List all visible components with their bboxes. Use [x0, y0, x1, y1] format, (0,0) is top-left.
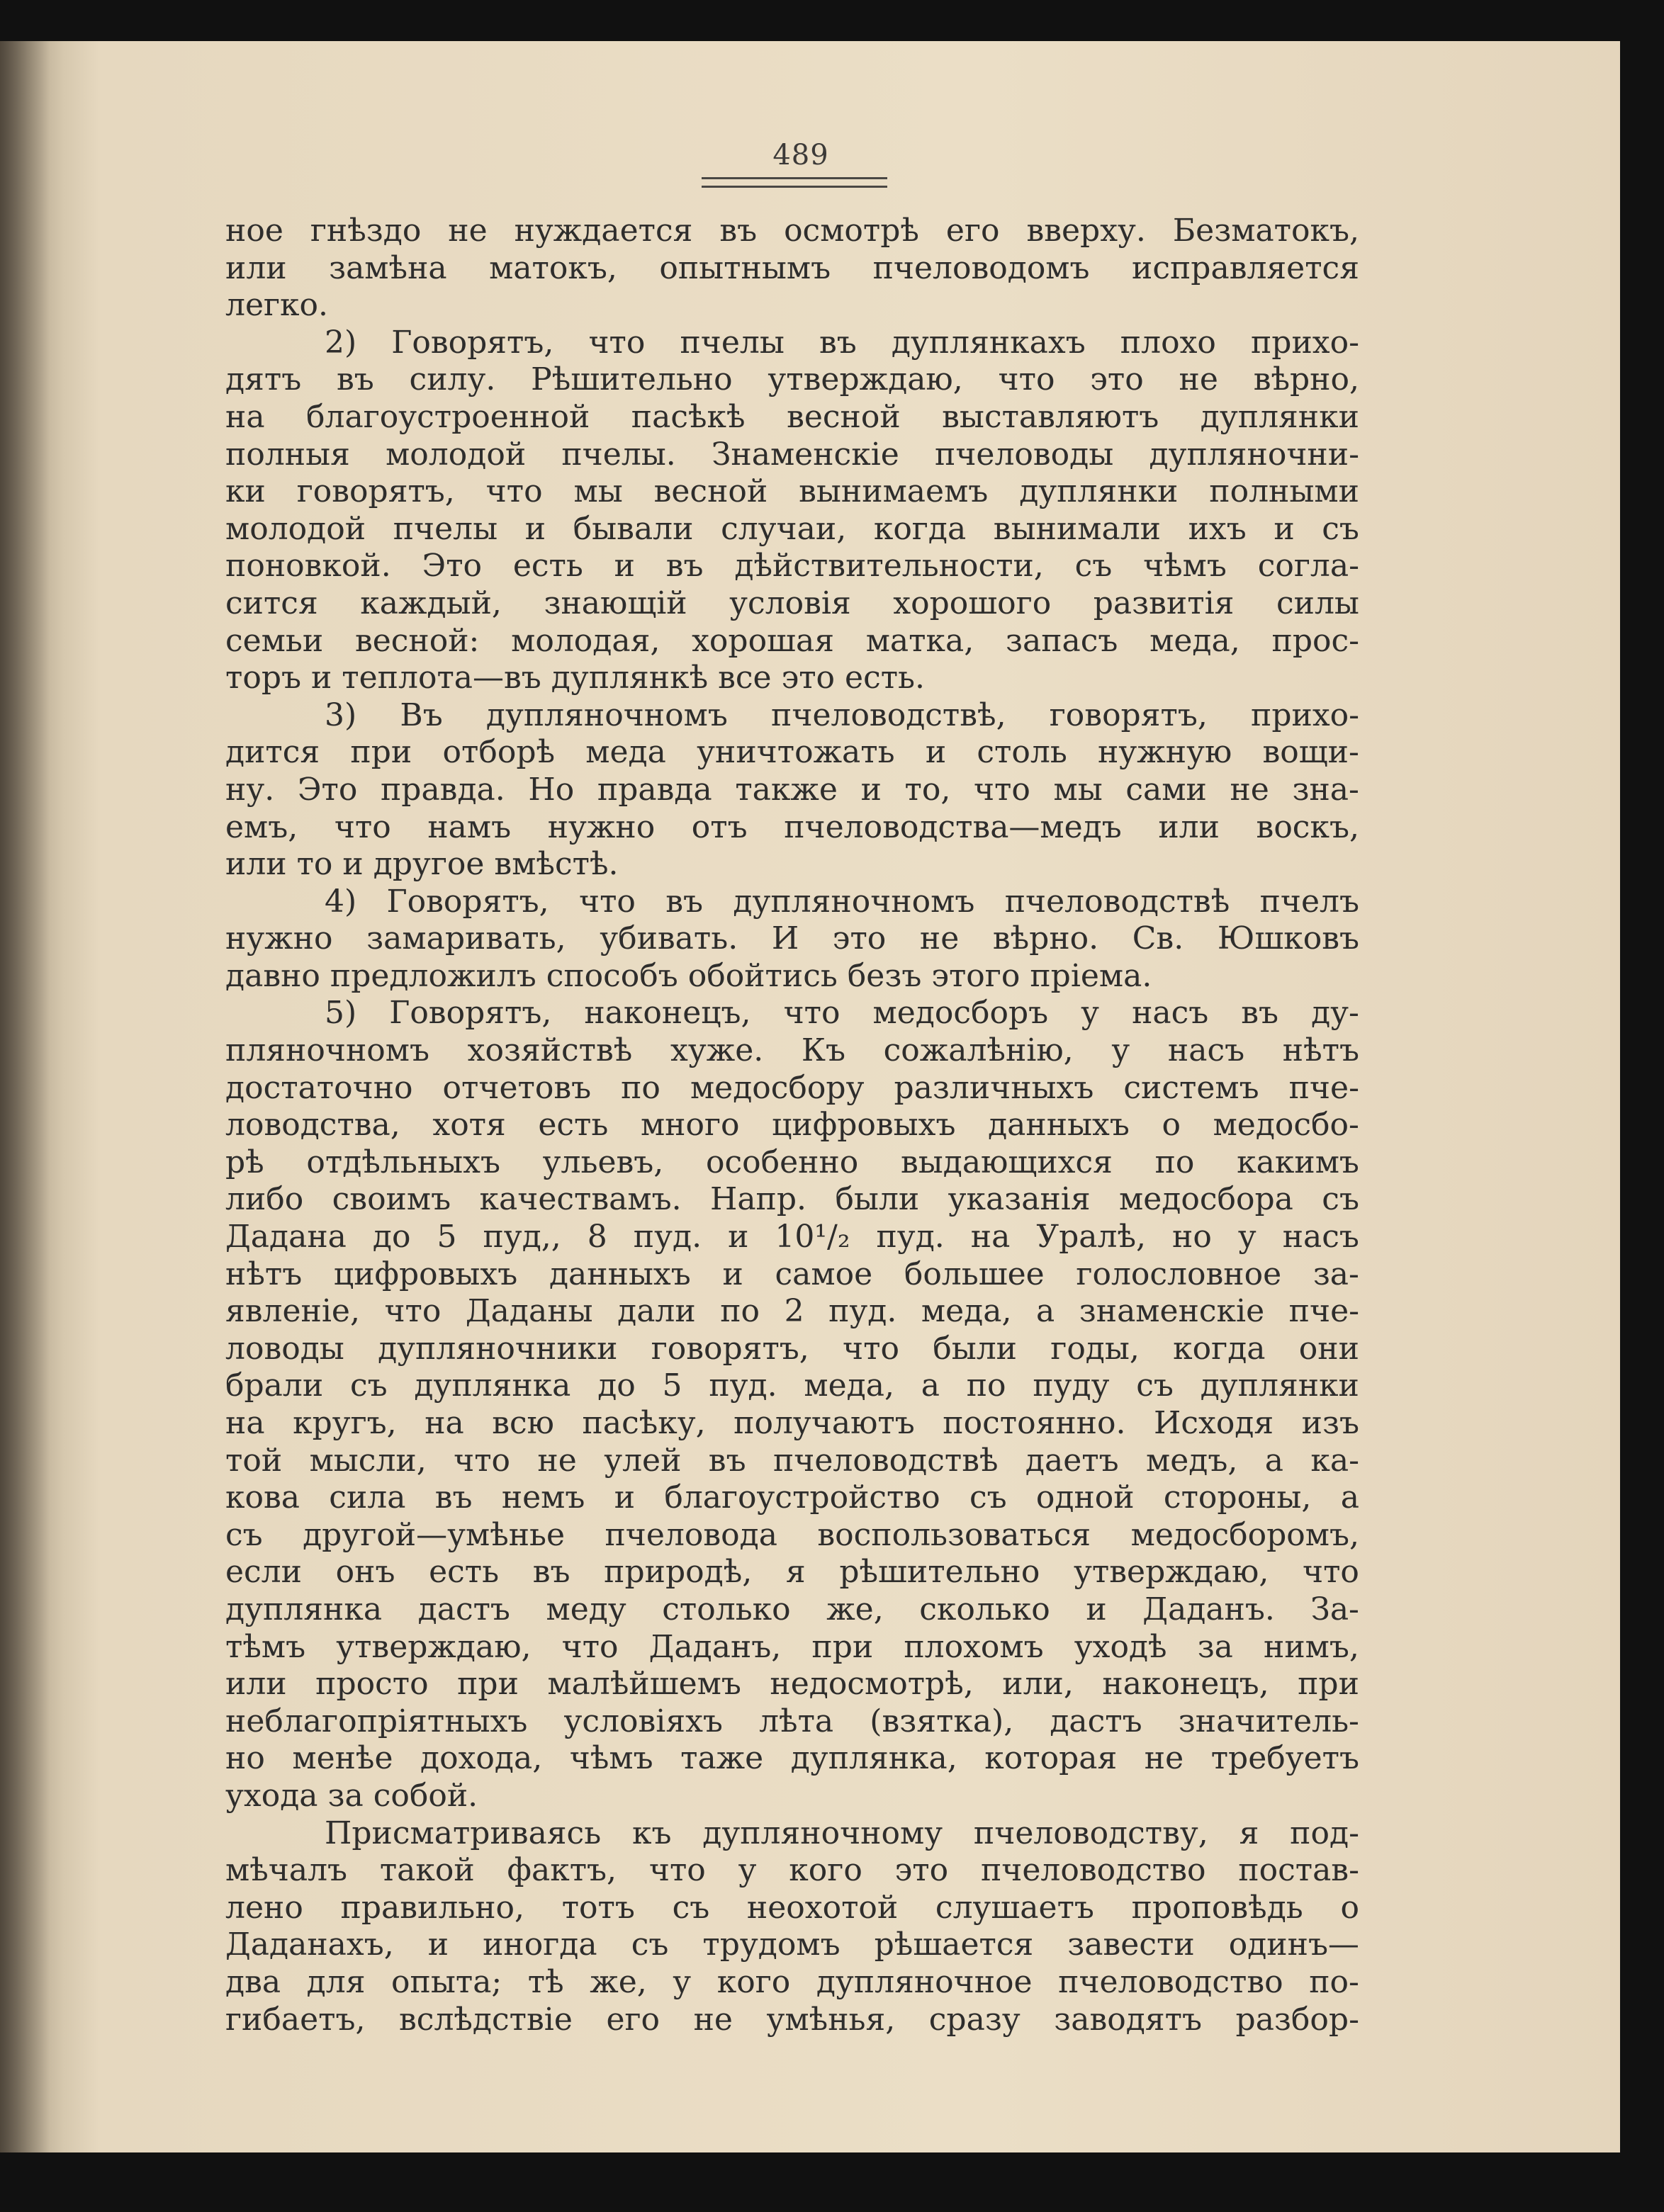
text-line: дится при отборѣ меда уничтожать и столь нужную вощи- [225, 734, 1359, 771]
text-line: ухода за собой. [225, 1777, 478, 1814]
body-text [225, 213, 1359, 2038]
text-line: на кругъ, на всю пасѣку, получаютъ постоянно. Исходя изъ [225, 1405, 1359, 1441]
text-line: ное гнѣздо не нуждается въ осмотрѣ его вверху. Безматокъ, [225, 213, 1359, 249]
text-line: 2) Говорятъ, что пчелы въ дуплянкахъ плохо прихо- [325, 324, 1359, 361]
text-line: емъ, что намъ нужно отъ пчеловодства—медъ или воскъ, [225, 808, 1359, 845]
text-line: гибаетъ, вслѣдствіе его не умѣнья, сразу заводятъ разбор- [225, 2001, 1359, 2038]
text-line: на благоустроенной пасѣкѣ весной выставляютъ дуплянки [225, 398, 1359, 435]
text-line: 3) Въ дупляночномъ пчеловодствѣ, говорятъ, прихо- [325, 696, 1359, 733]
header-rule [702, 186, 887, 188]
text-line: съ другой—умѣнье пчеловода воспользоваться медосборомъ, [225, 1516, 1359, 1553]
text-line: дятъ въ силу. Рѣшительно утверждаю, что это не вѣрно, [225, 361, 1359, 398]
text-line: 4) Говорятъ, что въ дупляночномъ пчеловодствѣ пчелъ [325, 883, 1359, 920]
text-line: ну. Это правда. Но правда также и то, что мы сами не зна- [225, 771, 1359, 808]
text-line: два для опыта; тѣ же, у кого дупляночное пчеловодство по- [225, 1963, 1359, 2000]
text-line: ки говорятъ, что мы весной вынимаемъ дуплянки полными [225, 473, 1359, 510]
text-line: Присматриваясь къ дупляночному пчеловодству, я под- [325, 1815, 1359, 1851]
text-line: дуплянка дастъ меду столько же, сколько и Даданъ. За- [225, 1591, 1359, 1627]
text-line: или замѣна матокъ, опытнымъ пчеловодомъ исправляется [225, 249, 1359, 286]
page-number: 489 [772, 139, 829, 171]
text-line: полныя молодой пчелы. Знаменскіе пчеловоды дупляночни- [225, 436, 1359, 473]
text-line: тѣмъ утверждаю, что Даданъ, при плохомъ уходѣ за нимъ, [225, 1628, 1359, 1665]
text-line: той мысли, что не улей въ пчеловодствѣ даетъ медъ, а ка- [225, 1442, 1359, 1479]
text-line: поновкой. Это есть и въ дѣйствительности, съ чѣмъ согла- [225, 548, 1359, 585]
spine-shadow [0, 41, 50, 2152]
text-line: достаточно отчетовъ по медосбору различныхъ системъ пче- [225, 1069, 1359, 1106]
text-line: молодой пчелы и бывали случаи, когда вынимали ихъ и съ [225, 510, 1359, 547]
text-line: давно предложилъ способъ обойтись безъ этого пріема. [225, 957, 1152, 994]
text-line: ловодства, хотя есть много цифровыхъ данныхъ о медосбо- [225, 1107, 1359, 1144]
text-line: легко. [225, 287, 329, 324]
text-line: или то и другое вмѣстѣ. [225, 846, 619, 883]
text-line: рѣ отдѣльныхъ ульевъ, особенно выдающихся по какимъ [225, 1144, 1359, 1180]
text-line: брали съ дуплянка до 5 пуд. меда, а по пуду съ дуплянки [225, 1367, 1359, 1404]
text-line: нѣтъ цифровыхъ данныхъ и самое большее голословное за- [225, 1255, 1359, 1292]
text-line: явленіе, что Даданы дали по 2 пуд. меда, а знаменскіе пче- [225, 1293, 1359, 1330]
text-line: 5) Говорятъ, наконецъ, что медосборъ у насъ въ ду- [325, 995, 1359, 1032]
text-line: но менѣе дохода, чѣмъ таже дуплянка, которая не требуетъ [225, 1740, 1359, 1777]
text-line: Даданахъ, и иногда съ трудомъ рѣшается завести одинъ— [225, 1926, 1359, 1963]
text-line: мѣчалъ такой фактъ, что у кого это пчеловодство постав- [225, 1852, 1359, 1889]
text-line: если онъ есть въ природѣ, я рѣшительно утверждаю, что [225, 1554, 1359, 1591]
text-line: кова сила въ немъ и благоустройство съ одной стороны, а [225, 1479, 1359, 1516]
text-line: нужно замаривать, убивать. И это не вѣрно. Св. Юшковъ [225, 920, 1359, 957]
header-rule [702, 177, 887, 179]
text-line: либо своимъ качествамъ. Напр. были указанія медосбора съ [225, 1181, 1359, 1218]
text-line: неблагопріятныхъ условіяхъ лѣта (взятка), дастъ значитель- [225, 1703, 1359, 1739]
text-line: лено правильно, тотъ съ неохотой слушаетъ проповѣдь о [225, 1889, 1359, 1926]
text-line: сится каждый, знающій условія хорошого развитія силы [225, 585, 1359, 621]
text-line: семьи весной: молодая, хорошая матка, запасъ меда, прос- [225, 622, 1359, 659]
text-line: торъ и теплота—въ дуплянкѣ все это есть. [225, 660, 925, 696]
text-line: ловоды дупляночники говорятъ, что были годы, когда они [225, 1330, 1359, 1367]
text-line: пляночномъ хозяйствѣ хуже. Къ сожалѣнію, у насъ нѣтъ [225, 1032, 1359, 1069]
text-line: Дадана до 5 пуд,, 8 пуд. и 10¹/₂ пуд. на Уралѣ, но у насъ [225, 1219, 1359, 1255]
text-line: или просто при малѣйшемъ недосмотрѣ, или, наконецъ, при [225, 1666, 1359, 1703]
